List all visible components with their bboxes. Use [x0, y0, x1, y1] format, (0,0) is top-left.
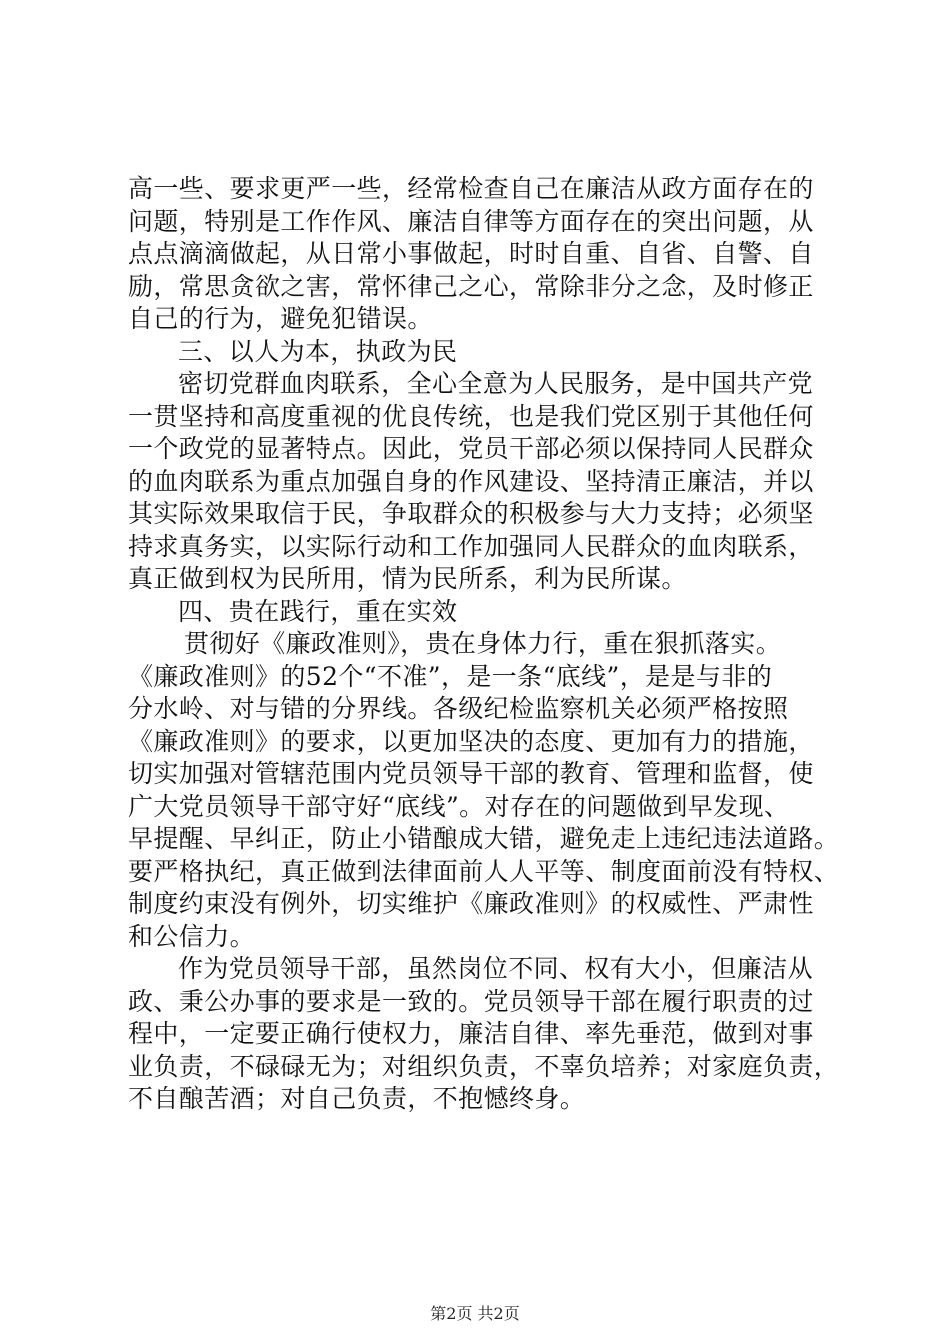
document-body [128, 173, 840, 1116]
text-line: 的血肉联系为重点加强自身的作风建设、坚持清正廉洁，并以 [128, 466, 814, 496]
paragraph-first-line: 作为党员领导干部，虽然岗位不同、权有大小，但廉洁从 [178, 954, 814, 983]
text-line: 一贯坚持和高度重视的优良传统，也是我们党区别于其他任何 [128, 401, 814, 431]
page-number-label: 第2页 共2页 [430, 1304, 520, 1323]
text-line: 程中，一定要正确行使权力，廉洁自律、率先垂范，做到对事 [128, 1019, 814, 1048]
text-line: 励，常思贪欲之害，常怀律己之心，常除非分之念，及时修正 [128, 271, 814, 301]
text-line: 早提醒、早纠正，防止小错酿成大错，避免走上违纪违法道路。 [128, 824, 840, 853]
text-line: 广大党员领导干部守好“底线”。对存在的问题做到早发现、 [128, 791, 790, 821]
text-line: 《廉政准则》的要求，以更加坚决的态度、更加有力的措施， [128, 726, 814, 756]
text-line: 制度约束没有例外，切实维护《廉政准则》的权威性、严肃性 [128, 889, 814, 918]
paragraph-first-line: 贯彻好《廉政准则》，贵在身体力行，重在狠抓落实。 [184, 629, 782, 658]
page-footer [0, 1301, 950, 1324]
text-line: 政、秉公办事的要求是一致的。党员领导干部在履行职责的过 [128, 986, 814, 1016]
section-heading-3: 三、以人为本，执政为民 [178, 336, 458, 366]
text-line: 分水岭、对与错的分界线。各级纪检监察机关必须严格按照 [128, 694, 789, 723]
text-line: 要严格执纪，真正做到法律面前人人平等、制度面前没有特权、 [128, 856, 840, 886]
text-line: 持求真务实，以实际行动和工作加强同人民群众的血肉联系， [128, 531, 814, 561]
text-line: 点点滴滴做起，从日常小事做起，时时自重、自省、自警、自 [128, 239, 814, 268]
text-line: 真正做到权为民所用，情为民所系，利为民所谋。 [128, 564, 687, 593]
text-line: 不自酿苦酒；对自己负责，不抱憾终身。 [128, 1084, 586, 1113]
text-line: 《廉政准则》的52个“不准”，是一条“底线”，是是与非的 [128, 661, 773, 691]
text-line: 和公信力。 [128, 921, 256, 951]
text-line: 高一些、要求更严一些，经常检查自己在廉洁从政方面存在的 [128, 174, 814, 203]
text-line: 问题，特别是工作作风、廉洁自律等方面存在的突出问题，从 [128, 206, 814, 236]
text-line: 其实际效果取信于民，争取群众的积极参与大力支持；必须坚 [128, 499, 814, 528]
text-line: 一个政党的显著特点。因此，党员干部必须以保持同人民群众 [128, 434, 814, 463]
paragraph-first-line: 密切党群血肉联系，全心全意为人民服务，是中国共产党 [178, 369, 814, 398]
text-line: 自己的行为，避免犯错误。 [128, 304, 433, 333]
text-line: 切实加强对管辖范围内党员领导干部的教育、管理和监督，使 [128, 759, 814, 788]
text-line: 业负责，不碌碌无为；对组织负责，不辜负培养；对家庭负责， [128, 1051, 840, 1081]
section-heading-4: 四、贵在践行，重在实效 [178, 596, 458, 626]
